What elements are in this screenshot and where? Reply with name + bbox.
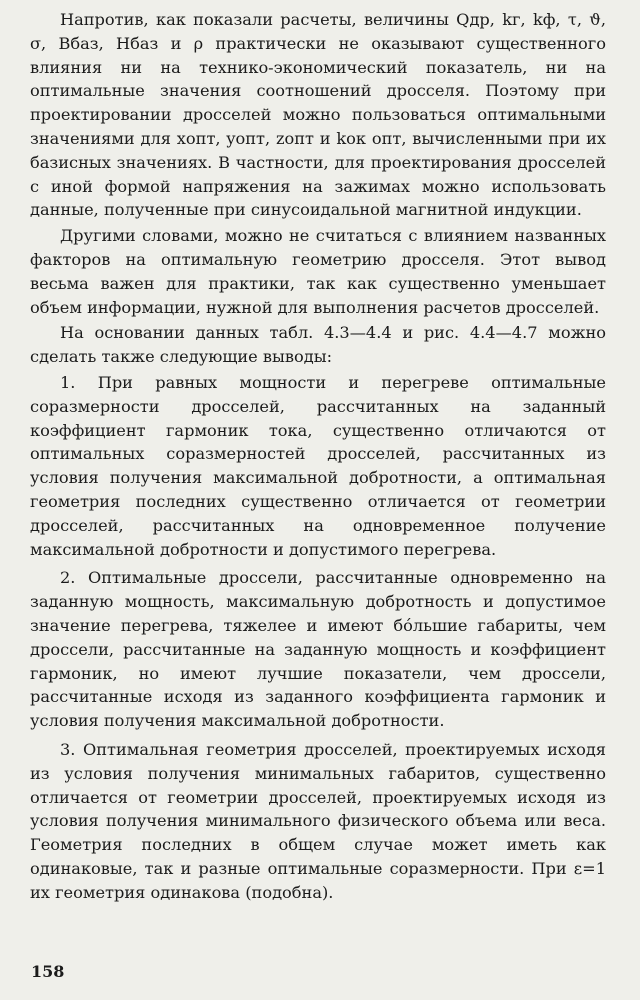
paragraph-conclusion-2: 2. Оптимальные дроссели, рассчитанные одновременно на заданную мощность, максимальную добротность и допустимое значение перегрева, тяжелее и имеют бо́льшие габариты, чем дроссели, рассчитанные на заданную мощность и коэффициент гармоник, но имеют лучшие показатели, чем дроссели, рассчитанные исходя из заданного коэффициента гармоник и условия получения максимальной добротности. xyxy=(30,568,606,731)
paragraph-factors-influence: Напротив, как показали расчеты, величины Qдр, kг, kф, τ, ϑ, σ, Bбаз, Hбаз и ρ практически не оказывают существенного влияния ни на технико-экономический показатель, ни на оптимальные значения соотношений дросселя. Поэтому при проектировании дросселей можно пользоваться оптимальными значениями для xопт, yопт, zопт и kок опт, вычисленными при их базисных значениях. В частности, для проектирования дросселей с иной формой напряжения на зажимах можно использовать данные, полученные при синусоидальной магнитной индукции. xyxy=(30,10,606,220)
paragraph-conclusion-3: 3. Оптимальная геометрия дросселей, проектируемых исходя из условия получения минимальных габаритов, существенно отличается от геометрии дросселей, проектируемых исходя из условия получения минимального физического объема или веса. Геометрия последних в общем случае может иметь как одинаковые, так и разные оптимальные соразмерности. При ε=1 их геометрия одинакова (подобна). xyxy=(30,739,606,902)
page-number: 158 xyxy=(31,962,65,981)
paragraph-practical-conclusion: Другими словами, можно не считаться с влиянием названных факторов на оптимальную геометрию дросселя. Этот вывод весьма важен для практики, так как существенно уменьшает объем информации, нужной для выполнения расчетов дросселей. xyxy=(30,226,606,317)
paragraph-conclusion-1: 1. При равных мощности и перегреве оптимальные соразмерности дросселей, рассчитанных на заданный коэффициент гармоник тока, существенно отличаются от оптимальных соразмерностей дросселей, рассчитанных из условия получения максимальной добротности, а оптимальная геометрия последних существенно отличается от геометрии дросселей, рассчитанных на одновременное получение максимальной добротности и допустимого перегрева. xyxy=(30,372,606,559)
paragraph-conclusions-intro: На основании данных табл. 4.3—4.4 и рис. 4.4—4.7 можно сделать также следующие выводы: xyxy=(30,323,606,367)
